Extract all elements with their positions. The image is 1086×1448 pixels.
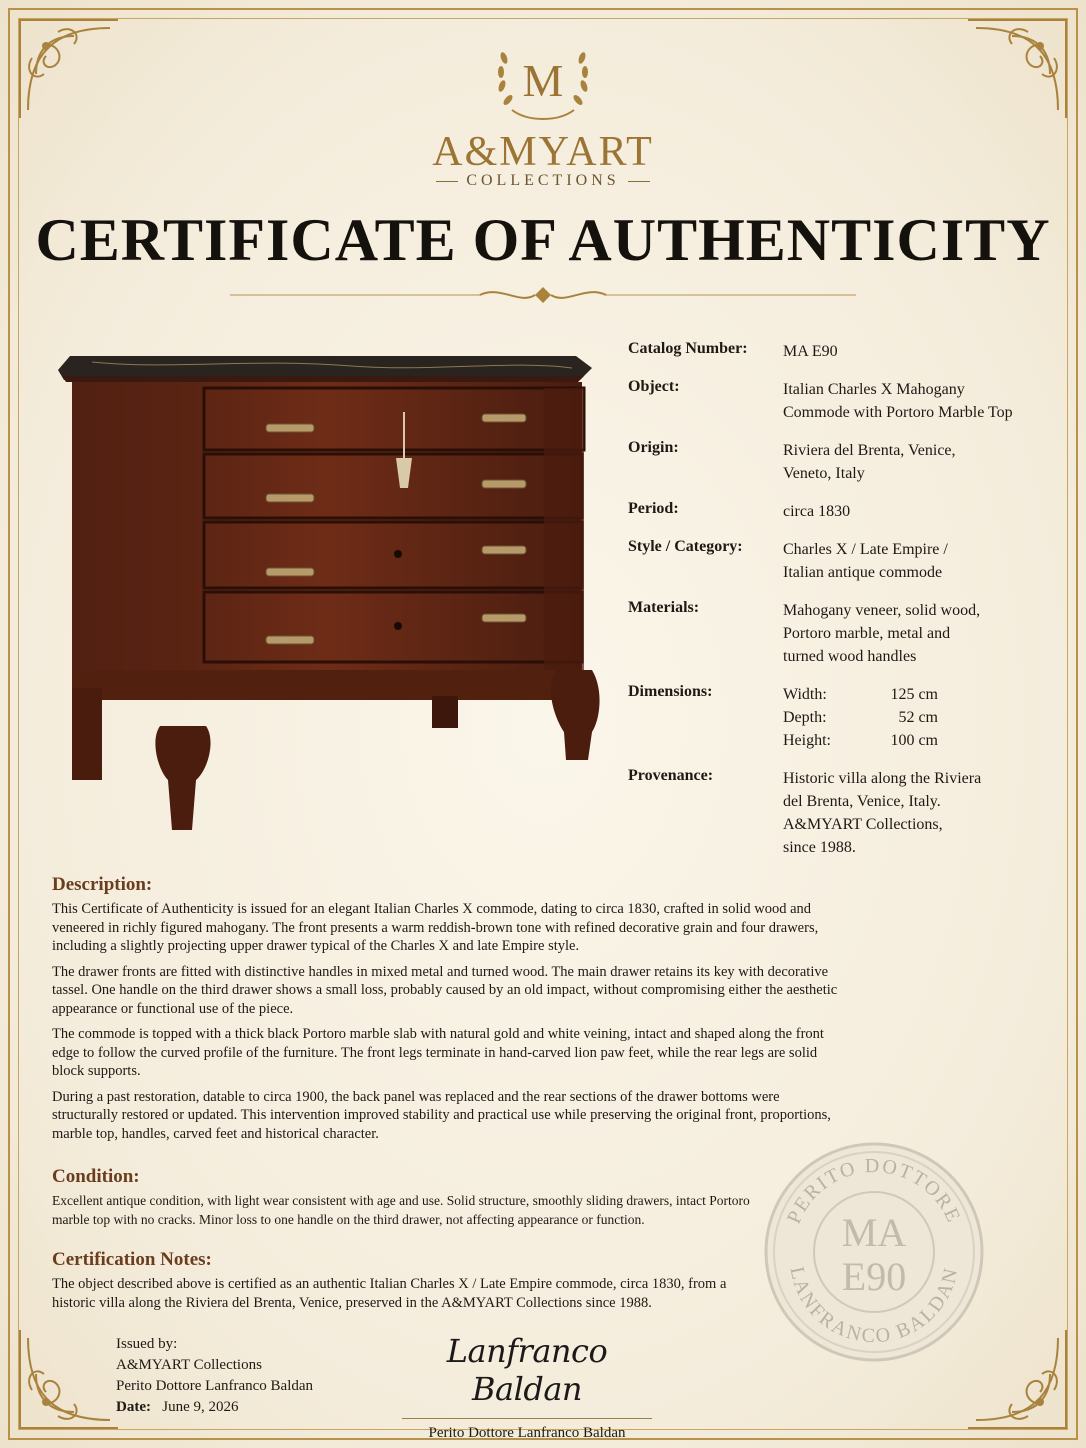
brand-subtitle [0,172,1086,190]
depth-label: Depth: [783,709,827,726]
issued-block [116,1334,313,1418]
signature-block [400,1332,654,1442]
certificate-title: CERTIFICATE OF AUTHENTICITY [35,207,1051,273]
detail-row-dimensions [628,683,1048,752]
certification-section [52,1249,752,1319]
seal-bottom-text: LANFRANCO BALDAN [785,1264,963,1348]
origin-label: Origin: [628,439,679,456]
description-paragraph: This Certificate of Authenticity is issued for an elegant Italian Charles X commode, dating to circa 1830, crafted in solid wood and veneered in richly figured mahogany. The front presents a warm reddish-brown tone with refined decorative grain and four drawers, including a slightly projecting upper drawer typical of the Charles X and late Empire style. [52,901,819,954]
object-label: Object: [628,378,680,395]
certification-heading: Certification Notes: [52,1249,212,1270]
detail-row-period [628,500,1048,523]
certification-text: The object described above is certified as an authentic Italian Charles X / Late Empire commode, circa 1830, from a historic villa along the Riviera del Brenta, Venice, preserved in the A&MYART Collections since 1988. [52,1276,727,1311]
object-value [783,378,1013,424]
laurel-wreath-icon [488,36,598,126]
detail-row-provenance [628,767,1048,859]
issued-org: A&MYART Collections [116,1357,262,1373]
signature: Lanfranco Baldan [446,1332,608,1408]
condition-heading: Condition: [52,1166,140,1187]
dimensions-label: Dimensions: [628,683,713,700]
object-value-line: Italian Charles X Mahogany [783,381,965,398]
height-label: Height: [783,732,831,749]
materials-value-line: Portoro marble, metal and [783,625,951,642]
period-value: circa 1830 [783,503,851,520]
materials-value [783,599,980,668]
seal-line1: MA [841,1210,907,1255]
width-label: Width: [783,686,827,703]
date-label: Date: [116,1399,151,1415]
dimensions-value [783,683,938,752]
signature-line [402,1418,652,1419]
materials-value-line: turned wood handles [783,648,917,665]
object-value-line: Commode with Portoro Marble Top [783,404,1013,421]
brand-name: A&MYART [432,129,654,175]
materials-label: Materials: [628,599,700,616]
title-divider-ornament-icon [230,283,856,307]
details-table [628,340,1048,874]
seal-top-text: PERITO DOTTORE [783,1154,965,1227]
issued-date-line [116,1397,313,1418]
style-value-line: Italian antique commode [783,564,943,581]
depth-value: 52 cm [898,709,938,726]
monogram: M [522,55,564,106]
description-paragraph: The drawer fronts are fitted with distinctive handles in mixed metal and turned wood. The main drawer retains its key with decorative tassel. One handle on the third drawer shows a small loss, probably caused by an old impact, without compromising either the aesthetic appearance or functional use of the piece. [52,963,838,1017]
issued-label: Issued by: [116,1336,178,1352]
height-value: 100 cm [890,732,938,749]
origin-value-line: Veneto, Italy [783,465,865,482]
period-label: Period: [628,500,679,517]
style-label: Style / Category: [628,538,743,555]
origin-value-line: Riviera del Brenta, Venice, [783,442,956,459]
description-heading: Description: [52,874,153,895]
corner-ornament-icon [14,1324,124,1434]
condition-section [52,1166,772,1236]
description-paragraph: During a past restoration, datable to circa 1900, the back panel was replaced and the rear sections of the drawer bottoms were structurally restored or updated. This intervention improved stability and practical use while preserving the original front, proportions, marble top, handles, carved feet and historical character. [52,1088,831,1142]
provenance-label: Provenance: [628,767,714,784]
provenance-value [783,767,981,859]
brand-logo [0,36,1086,131]
provenance-value-line: A&MYART Collections, [783,816,943,833]
provenance-value-line: since 1988. [783,839,856,856]
date-value: June 9, 2026 [162,1399,239,1415]
condition-text: Excellent antique condition, with light wear consistent with age and use. Solid structure, smoothly sliding drawers, intact Portoro marble top with no cracks. Minor loss to one handle on the third drawer, not affecting appearance or function. [52,1193,750,1227]
catalog-value: MA E90 [783,343,838,360]
detail-row-object [628,378,1048,424]
detail-row-style [628,538,1048,584]
description-section [52,874,842,1150]
brand-subtitle-text: COLLECTIONS [466,172,620,189]
origin-value [783,439,956,485]
description-paragraph: The commode is topped with a thick black Portoro marble slab with natural gold and white veining, intact and shaped along the front edge to follow the curved profile of the furniture. The front legs terminate in hand-carved lion paw feet, while the rear legs are solid block supports. [52,1026,824,1079]
provenance-value-line: del Brenta, Venice, Italy. [783,793,941,810]
signatory-name: Perito Dottore Lanfranco Baldan [428,1425,626,1441]
provenance-value-line: Historic villa along the Riviera [783,770,982,787]
seal-line2: E90 [841,1254,907,1299]
catalog-label: Catalog Number: [628,340,748,357]
detail-row-catalog [628,340,1048,363]
detail-row-materials [628,599,1048,668]
detail-row-origin [628,439,1048,485]
issued-person: Perito Dottore Lanfranco Baldan [116,1378,314,1394]
style-value-line: Charles X / Late Empire / [783,541,948,558]
materials-value-line: Mahogany veneer, solid wood, [783,602,981,619]
commode-photo [52,340,612,840]
width-value: 125 cm [890,686,938,703]
style-value [783,538,948,584]
embossed-seal [762,1140,987,1365]
